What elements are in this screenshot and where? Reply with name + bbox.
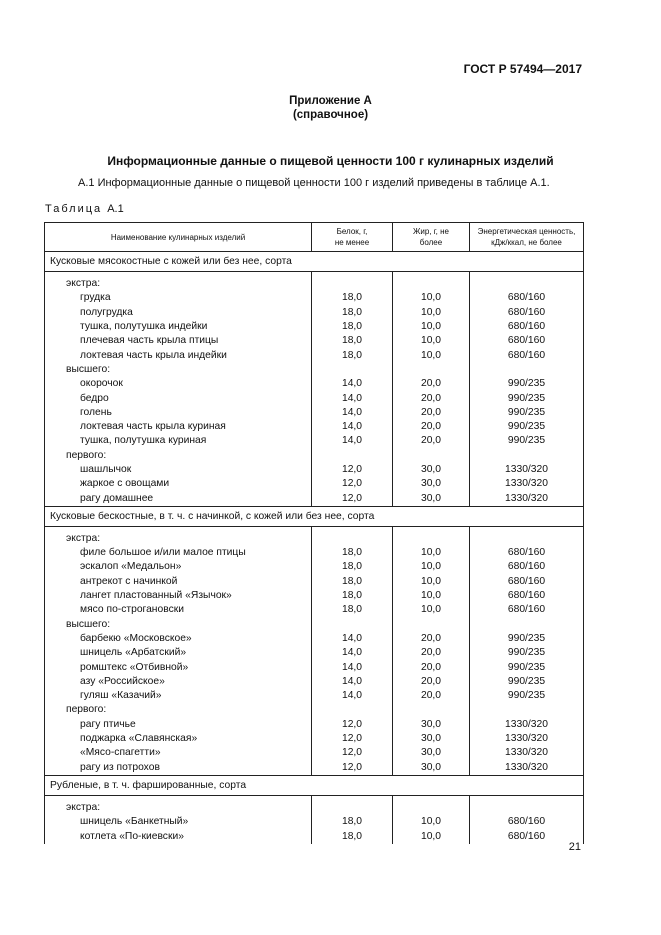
column-header-line: Энергетическая ценность, [477, 227, 576, 236]
fat-value: 20,0 [393, 377, 470, 391]
table-row [45, 660, 584, 674]
energy-value: 680/160 [470, 348, 584, 362]
product-name: тушка, полутушка индейки [45, 320, 312, 334]
grade-label: первого: [45, 449, 312, 463]
energy-value: 990/235 [470, 646, 584, 660]
energy-value: 680/160 [470, 815, 584, 829]
empty-cell [393, 277, 470, 291]
table-row [45, 463, 584, 477]
protein-value: 18,0 [312, 815, 393, 829]
grade-row [45, 703, 584, 717]
table-row [45, 675, 584, 689]
grade-label: высшего: [45, 363, 312, 377]
fat-value: 30,0 [393, 732, 470, 746]
product-name: жаркое с овощами [45, 477, 312, 491]
empty-cell [393, 449, 470, 463]
product-name: эскалоп «Медальон» [45, 560, 312, 574]
protein-value: 12,0 [312, 746, 393, 760]
energy-value: 680/160 [470, 589, 584, 603]
column-header-0: Наименование кулинарных изделий [45, 223, 312, 252]
empty-cell [470, 363, 584, 377]
grade-label: высшего: [45, 618, 312, 632]
product-name: лангет пластованный «Язычок» [45, 589, 312, 603]
column-header-3 [470, 223, 584, 252]
protein-value: 18,0 [312, 575, 393, 589]
energy-value: 990/235 [470, 689, 584, 703]
protein-value: 18,0 [312, 348, 393, 362]
intro-paragraph: А.1 Информационные данные о пищевой ценности 100 г изделий приведены в таблице А.1. [78, 177, 550, 189]
protein-value: 18,0 [312, 829, 393, 843]
table-row [45, 632, 584, 646]
product-name: полугрудка [45, 306, 312, 320]
protein-value: 18,0 [312, 546, 393, 560]
energy-value: 1330/320 [470, 477, 584, 491]
empty-cell [470, 277, 584, 291]
protein-value: 18,0 [312, 560, 393, 574]
empty-cell [470, 703, 584, 717]
column-header-1 [312, 223, 393, 252]
page-heading: Информационные данные о пищевой ценности 100 г кулинарных изделий [107, 154, 554, 168]
product-name: окорочок [45, 377, 312, 391]
empty-cell [312, 801, 393, 815]
fat-value: 10,0 [393, 306, 470, 320]
table-row [45, 320, 584, 334]
product-name: шницель «Банкетный» [45, 815, 312, 829]
protein-value: 18,0 [312, 334, 393, 348]
table-row [45, 829, 584, 843]
section-row [45, 252, 584, 272]
energy-value: 680/160 [470, 334, 584, 348]
empty-cell [470, 532, 584, 546]
product-name: барбекю «Московское» [45, 632, 312, 646]
fat-value: 30,0 [393, 463, 470, 477]
empty-cell [312, 449, 393, 463]
fat-value: 10,0 [393, 291, 470, 305]
table-row [45, 718, 584, 732]
empty-cell [470, 449, 584, 463]
fat-value: 20,0 [393, 689, 470, 703]
protein-value: 14,0 [312, 646, 393, 660]
fat-value: 10,0 [393, 348, 470, 362]
table-row [45, 491, 584, 506]
table-row [45, 391, 584, 405]
table-row [45, 334, 584, 348]
product-name: локтевая часть крыла куриная [45, 420, 312, 434]
column-header-2 [393, 223, 470, 252]
table-row [45, 377, 584, 391]
product-name: мясо по-строгановски [45, 603, 312, 617]
fat-value: 20,0 [393, 406, 470, 420]
protein-value: 14,0 [312, 689, 393, 703]
energy-value: 1330/320 [470, 732, 584, 746]
product-name: шницель «Арбатский» [45, 646, 312, 660]
table-body [45, 252, 584, 844]
fat-value: 10,0 [393, 560, 470, 574]
grade-label: первого: [45, 703, 312, 717]
product-name: филе большое и/или малое птицы [45, 546, 312, 560]
product-name: голень [45, 406, 312, 420]
fat-value: 20,0 [393, 434, 470, 448]
grade-label: экстра: [45, 801, 312, 815]
column-header-line: не менее [334, 238, 370, 247]
protein-value: 14,0 [312, 632, 393, 646]
nutrition-table [44, 222, 584, 844]
energy-value: 990/235 [470, 434, 584, 448]
energy-value: 680/160 [470, 560, 584, 574]
fat-value: 30,0 [393, 477, 470, 491]
product-name: грудка [45, 291, 312, 305]
empty-cell [312, 618, 393, 632]
fat-value: 30,0 [393, 491, 470, 506]
fat-value: 30,0 [393, 761, 470, 776]
table-caption [45, 203, 124, 215]
protein-value: 14,0 [312, 406, 393, 420]
grade-row [45, 363, 584, 377]
protein-value: 14,0 [312, 377, 393, 391]
fat-value: 10,0 [393, 334, 470, 348]
table-row [45, 434, 584, 448]
product-name: котлета «По-киевски» [45, 829, 312, 843]
protein-value: 18,0 [312, 306, 393, 320]
table-row [45, 603, 584, 617]
empty-cell [393, 703, 470, 717]
empty-cell [393, 363, 470, 377]
protein-value: 18,0 [312, 291, 393, 305]
table-row [45, 761, 584, 776]
energy-value: 680/160 [470, 306, 584, 320]
fat-value: 20,0 [393, 420, 470, 434]
energy-value: 990/235 [470, 632, 584, 646]
energy-value: 1330/320 [470, 718, 584, 732]
energy-value: 1330/320 [470, 746, 584, 760]
empty-cell [393, 618, 470, 632]
protein-value: 14,0 [312, 660, 393, 674]
table-row [45, 291, 584, 305]
table-row [45, 732, 584, 746]
protein-value: 12,0 [312, 718, 393, 732]
grade-row [45, 449, 584, 463]
empty-cell [312, 703, 393, 717]
protein-value: 18,0 [312, 320, 393, 334]
table-row [45, 575, 584, 589]
product-name: «Мясо-спагетти» [45, 746, 312, 760]
fat-value: 10,0 [393, 575, 470, 589]
grade-label: экстра: [45, 532, 312, 546]
fat-value: 20,0 [393, 391, 470, 405]
column-header-line: Белок, г, [336, 227, 368, 236]
product-name: рагу домашнее [45, 491, 312, 506]
table-caption-number: А.1 [107, 203, 124, 215]
table-row [45, 746, 584, 760]
column-header-line: Жир, г, не [412, 227, 449, 236]
fat-value: 10,0 [393, 603, 470, 617]
section-row [45, 506, 584, 526]
protein-value: 14,0 [312, 675, 393, 689]
appendix-note: (справочное) [292, 109, 369, 121]
table-row [45, 815, 584, 829]
energy-value: 990/235 [470, 377, 584, 391]
fat-value: 10,0 [393, 320, 470, 334]
grade-row [45, 801, 584, 815]
appendix-title: Приложение А [289, 95, 372, 107]
empty-cell [312, 532, 393, 546]
product-name: рагу птичье [45, 718, 312, 732]
empty-cell [393, 532, 470, 546]
table-row [45, 348, 584, 362]
fat-value: 10,0 [393, 589, 470, 603]
protein-value: 12,0 [312, 732, 393, 746]
energy-value: 1330/320 [470, 761, 584, 776]
energy-value: 990/235 [470, 660, 584, 674]
fat-value: 30,0 [393, 718, 470, 732]
section-title: Кусковые мясокостные с кожей или без нее, сорта [45, 252, 584, 272]
table-row [45, 560, 584, 574]
product-name: локтевая часть крыла индейки [45, 348, 312, 362]
product-name: бедро [45, 391, 312, 405]
table-row [45, 646, 584, 660]
table-row [45, 420, 584, 434]
protein-value: 12,0 [312, 761, 393, 776]
protein-value: 18,0 [312, 589, 393, 603]
section-row [45, 775, 584, 795]
product-name: шашлычок [45, 463, 312, 477]
energy-value: 990/235 [470, 675, 584, 689]
product-name: поджарка «Славянская» [45, 732, 312, 746]
energy-value: 990/235 [470, 420, 584, 434]
protein-value: 12,0 [312, 491, 393, 506]
energy-value: 1330/320 [470, 463, 584, 477]
energy-value: 680/160 [470, 320, 584, 334]
table-row [45, 406, 584, 420]
standard-number: ГОСТ Р 57494—2017 [463, 62, 582, 76]
fat-value: 20,0 [393, 660, 470, 674]
energy-value: 990/235 [470, 391, 584, 405]
table-caption-word: Таблица [45, 203, 103, 215]
fat-value: 10,0 [393, 546, 470, 560]
table-row [45, 546, 584, 560]
empty-cell [470, 801, 584, 815]
product-name: плечевая часть крыла птицы [45, 334, 312, 348]
energy-value: 680/160 [470, 603, 584, 617]
grade-row [45, 532, 584, 546]
protein-value: 12,0 [312, 477, 393, 491]
fat-value: 10,0 [393, 829, 470, 843]
energy-value: 680/160 [470, 575, 584, 589]
column-header-line: более [419, 238, 443, 247]
product-name: тушка, полутушка куриная [45, 434, 312, 448]
fat-value: 20,0 [393, 646, 470, 660]
fat-value: 10,0 [393, 815, 470, 829]
empty-cell [312, 277, 393, 291]
product-name: азу «Российское» [45, 675, 312, 689]
section-title: Кусковые бескостные, в т. ч. с начинкой, с кожей или без нее, сорта [45, 506, 584, 526]
protein-value: 14,0 [312, 391, 393, 405]
column-header-line: кДж/ккал, не более [491, 238, 562, 247]
protein-value: 18,0 [312, 603, 393, 617]
product-name: антрекот с начинкой [45, 575, 312, 589]
protein-value: 14,0 [312, 420, 393, 434]
protein-value: 14,0 [312, 434, 393, 448]
table-header-row [45, 223, 584, 252]
energy-value: 1330/320 [470, 491, 584, 506]
fat-value: 30,0 [393, 746, 470, 760]
fat-value: 20,0 [393, 675, 470, 689]
energy-value: 680/160 [470, 291, 584, 305]
page-number: 21 [568, 841, 581, 853]
empty-cell [470, 618, 584, 632]
product-name: гуляш «Казачий» [45, 689, 312, 703]
table-row [45, 477, 584, 491]
energy-value: 680/160 [470, 546, 584, 560]
grade-row [45, 277, 584, 291]
energy-value: 680/160 [470, 829, 584, 843]
table-row [45, 589, 584, 603]
appendix-heading [0, 94, 661, 122]
empty-cell [393, 801, 470, 815]
fat-value: 20,0 [393, 632, 470, 646]
empty-cell [312, 363, 393, 377]
table-row [45, 689, 584, 703]
table-row [45, 306, 584, 320]
section-title: Рубленые, в т. ч. фаршированные, сорта [45, 775, 584, 795]
grade-label: экстра: [45, 277, 312, 291]
product-name: рагу из потрохов [45, 761, 312, 776]
protein-value: 12,0 [312, 463, 393, 477]
grade-row [45, 618, 584, 632]
product-name: ромштекс «Отбивной» [45, 660, 312, 674]
energy-value: 990/235 [470, 406, 584, 420]
